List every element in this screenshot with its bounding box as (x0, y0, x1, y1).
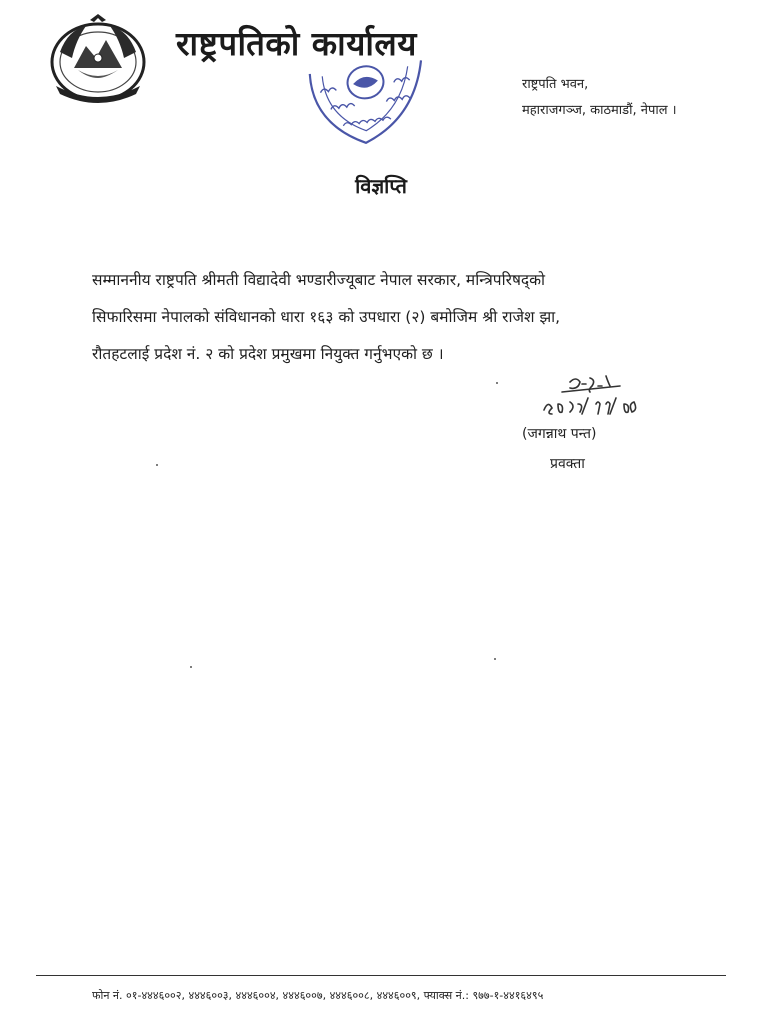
handwritten-signature-icon (536, 372, 666, 420)
signatory-name: (जगन्नाथ पन्त) (522, 426, 597, 442)
press-release-body (92, 262, 692, 373)
scan-speck (190, 666, 192, 668)
document-heading: विज्ञप्ति (355, 174, 407, 198)
body-line-3: रौतहटलाई प्रदेश नं. २ को प्रदेश प्रमुखमा नियुक्त गर्नुभएको छ । (92, 345, 444, 363)
scan-speck (156, 464, 158, 466)
body-line-1: सम्माननीय राष्ट्रपति श्रीमती विद्यादेवी भण्डारीज्यूबाट नेपाल सरकार, मन्त्रिपरिषद्को (92, 271, 546, 289)
footer-contact: फोन नं. ०१-४४४६००२, ४४४६००३, ४४४६००४, ४४४६००७, ४४४६००८, ४४४६००९, फ्याक्स नं.: ९७७-१-४४१६४९५ (92, 989, 544, 1002)
national-emblem-icon (46, 12, 150, 104)
scan-speck (496, 382, 498, 384)
signatory-designation: प्रवक्ता (550, 456, 585, 472)
address-line-2: महाराजगञ्ज, काठमाडौं, नेपाल । (522, 103, 677, 118)
scan-speck (494, 658, 496, 660)
office-stamp-icon (300, 46, 438, 154)
office-address (522, 72, 677, 124)
office-title: राष्ट्रपतिको कार्यालय (176, 24, 417, 63)
address-line-1: राष्ट्रपति भवन, (522, 77, 589, 92)
body-line-2: सिफारिसमा नेपालको संविधानको धारा १६३ को उपधारा (२) बमोजिम श्री राजेश झा, (92, 308, 561, 326)
footer-divider (36, 975, 726, 976)
